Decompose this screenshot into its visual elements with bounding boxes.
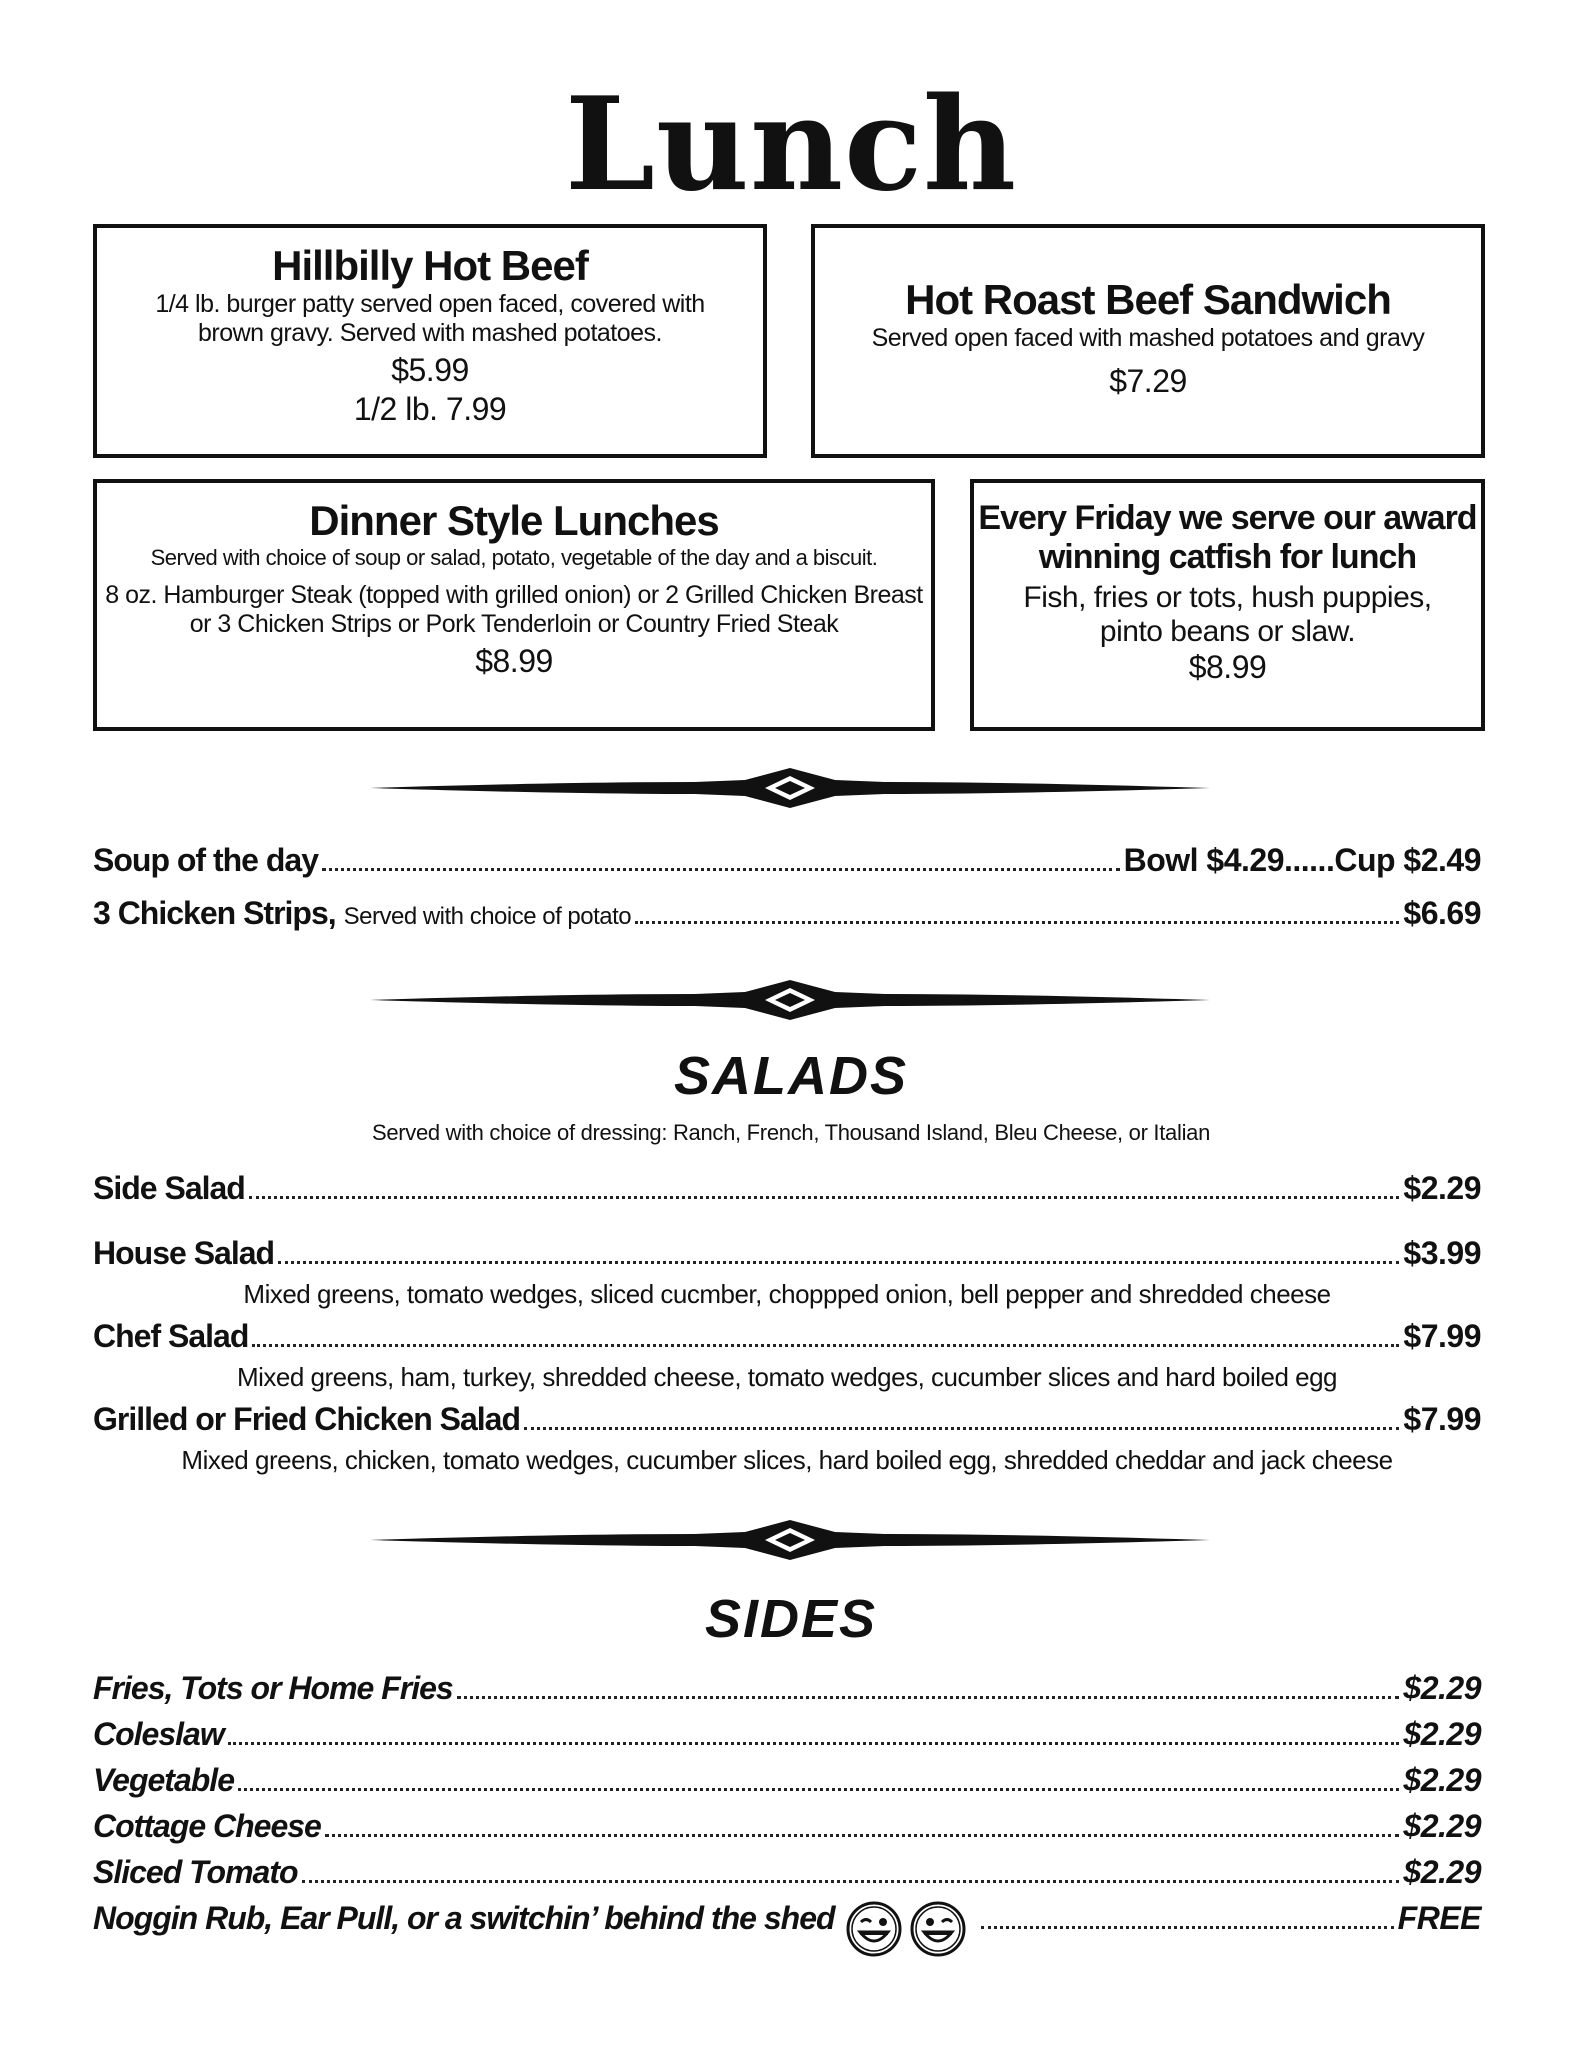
list-item-chicken-strips xyxy=(93,895,1481,932)
item-name: Fries, Tots or Home Fries xyxy=(93,1670,453,1706)
dot-leader xyxy=(322,868,1120,871)
hillbilly-price-half: 1/2 lb. 7.99 xyxy=(353,391,507,427)
item-price: $7.99 xyxy=(1403,1318,1481,1354)
list-item-house-salad xyxy=(93,1235,1481,1272)
salads-subtitle: Served with choice of dressing: Ranch, French, Thousand Island, Bleu Cheese, or Italian xyxy=(371,1120,1211,1145)
dinner-style-options-2: or 3 Chicken Strips or Pork Tenderloin or Country Fried Steak xyxy=(189,610,839,638)
dot-leader xyxy=(238,1788,1399,1791)
dot-leader xyxy=(252,1344,1399,1347)
item-price: Bowl $4.29......Cup $2.49 xyxy=(1123,842,1481,878)
item-name: Sliced Tomato xyxy=(93,1854,298,1890)
list-item-vegetable xyxy=(93,1762,1481,1799)
item-price: $2.29 xyxy=(1403,1170,1481,1206)
hillbilly-price: $5.99 xyxy=(391,352,469,388)
roast-beef-box xyxy=(811,224,1485,458)
list-item-chef-salad xyxy=(93,1318,1481,1355)
list-item-side-salad xyxy=(93,1170,1481,1207)
dot-leader xyxy=(302,1880,1400,1883)
hillbilly-desc-1: 1/4 lb. burger patty served open faced, covered with xyxy=(155,290,705,318)
friday-price: $8.99 xyxy=(1188,649,1267,685)
dot-leader xyxy=(635,921,1399,924)
item-price: $2.29 xyxy=(1403,1762,1481,1798)
list-item-chicken-salad xyxy=(93,1401,1481,1438)
roast-beef-price: $7.29 xyxy=(1109,363,1187,399)
item-price: $2.29 xyxy=(1403,1854,1481,1890)
dinner-style-box xyxy=(93,479,935,731)
ornamental-divider-icon xyxy=(365,980,1215,1020)
faces xyxy=(845,1900,967,1958)
dot-leader xyxy=(457,1696,1400,1699)
item-name: Coleslaw xyxy=(93,1716,224,1752)
winking-face-icon xyxy=(845,1900,903,1958)
hillbilly-name: Hillbilly Hot Beef xyxy=(272,242,588,289)
item-name: Soup of the day xyxy=(93,842,318,878)
ornamental-divider-icon xyxy=(365,1520,1215,1560)
list-item-soup xyxy=(93,842,1481,879)
item-description: Mixed greens, tomato wedges, sliced cucmber, choppped onion, bell pepper and shredded cheese xyxy=(243,1279,1331,1309)
salads-title: SALADS xyxy=(673,1046,908,1106)
item-name: 3 Chicken Strips, xyxy=(93,895,336,931)
dot-leader xyxy=(524,1427,1399,1430)
item-price: $2.29 xyxy=(1403,1716,1481,1752)
friday-heading-2: winning catfish for lunch xyxy=(1038,538,1417,576)
list-item-noggin-rub xyxy=(93,1900,1481,1958)
item-note: Served with choice of potato xyxy=(343,903,632,930)
item-description: Mixed greens, ham, turkey, shredded cheese, tomato wedges, cucumber slices and hard boiled egg xyxy=(236,1362,1338,1392)
list-item-coleslaw xyxy=(93,1716,1481,1753)
friday-box xyxy=(970,479,1485,731)
roast-beef-desc: Served open faced with mashed potatoes and gravy xyxy=(871,324,1425,352)
item-price: $7.99 xyxy=(1403,1401,1481,1437)
dot-leader xyxy=(249,1196,1400,1199)
item-price: $6.69 xyxy=(1403,895,1481,931)
item-name: Cottage Cheese xyxy=(93,1808,321,1844)
friday-desc-1: Fish, fries or tots, hush puppies, xyxy=(1023,581,1432,614)
friday-heading-1: Every Friday we serve our award xyxy=(978,499,1477,537)
list-item-sliced-tomato xyxy=(93,1854,1481,1891)
page-title: Lunch xyxy=(564,70,1018,220)
smiling-face-icon xyxy=(909,1900,967,1958)
dot-leader xyxy=(981,1926,1394,1929)
item-name: Vegetable xyxy=(93,1762,234,1798)
dot-leader xyxy=(228,1742,1400,1745)
hillbilly-desc-2: brown gravy. Served with mashed potatoes. xyxy=(197,319,662,347)
item-price: $2.29 xyxy=(1403,1808,1481,1844)
list-item-fries xyxy=(93,1670,1481,1707)
friday-desc-2: pinto beans or slaw. xyxy=(1099,615,1356,648)
dinner-style-desc: Served with choice of soup or salad, potato, vegetable of the day and a biscuit. xyxy=(150,545,878,570)
item-price: $2.29 xyxy=(1403,1670,1481,1706)
item-name: Noggin Rub, Ear Pull, or a switchin’ behind the shed xyxy=(93,1900,835,1936)
item-description: Mixed greens, chicken, tomato wedges, cucumber slices, hard boiled egg, shredded cheddar and jack cheese xyxy=(181,1445,1393,1475)
item-name: Grilled or Fried Chicken Salad xyxy=(93,1401,521,1437)
item-price: $3.99 xyxy=(1403,1235,1481,1271)
item-name: Chef Salad xyxy=(93,1318,249,1354)
list-item-cottage-cheese xyxy=(93,1808,1481,1845)
dot-leader xyxy=(278,1261,1399,1264)
item-name: House Salad xyxy=(93,1235,275,1271)
item-price: FREE xyxy=(1397,1900,1481,1936)
ornamental-divider-icon xyxy=(365,768,1215,808)
roast-beef-name: Hot Roast Beef Sandwich xyxy=(905,276,1391,323)
hillbilly-box xyxy=(93,224,767,458)
dinner-style-price: $8.99 xyxy=(475,643,553,679)
dinner-style-options-1: 8 oz. Hamburger Steak (topped with grilled onion) or 2 Grilled Chicken Breast xyxy=(105,581,923,609)
dot-leader xyxy=(325,1834,1400,1837)
dinner-style-name: Dinner Style Lunches xyxy=(309,497,719,544)
sides-title: SIDES xyxy=(704,1589,878,1649)
item-name: Side Salad xyxy=(93,1170,245,1206)
